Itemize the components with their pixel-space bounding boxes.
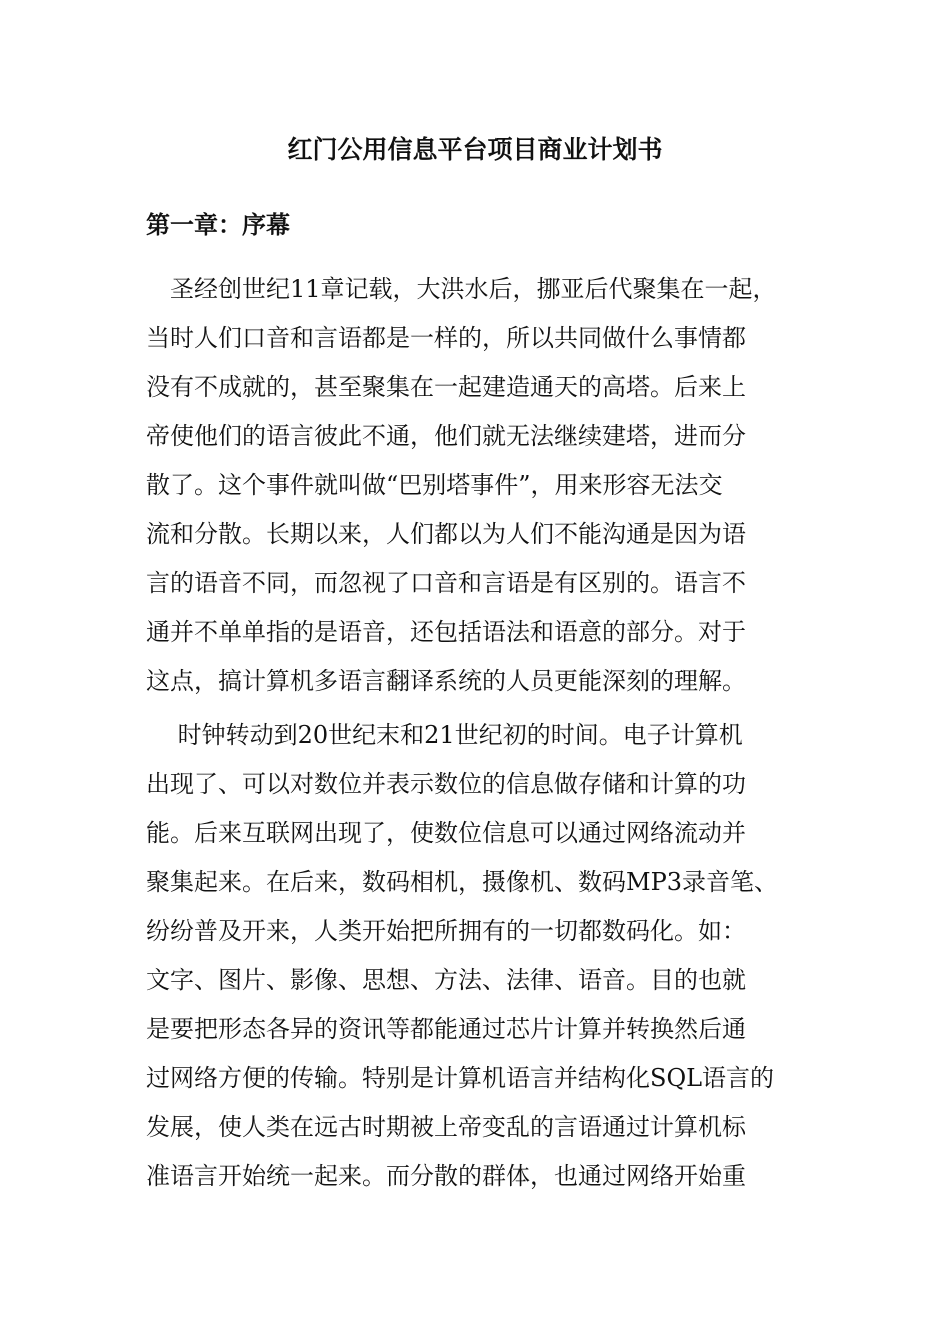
text-line: 没有不成就的，甚至聚集在一起建造通天的高塔。后来上 [146, 373, 746, 401]
chapter-heading: 第一章：序幕 [146, 210, 290, 239]
text-line: 当时人们口音和言语都是一样的，所以共同做什么事情都 [146, 324, 746, 352]
text-line: 通并不单单指的是语音，还包括语法和语意的部分。对于 [146, 618, 746, 646]
text-line: 散了。这个事件就叫做“巴别塔事件”，用来形容无法交 [146, 471, 723, 499]
text-line: 圣经创世纪11章记载，大洪水后，挪亚后代聚集在一起， [146, 275, 777, 303]
text-line: 流和分散。长期以来，人们都以为人们不能沟通是因为语 [146, 520, 746, 548]
text-line: 是要把形态各异的资讯等都能通过芯片计算并转换然后通 [146, 1015, 746, 1043]
text-line: 准语言开始统一起来。而分散的群体，也通过网络开始重 [146, 1162, 746, 1190]
text-line: 帝使他们的语言彼此不通，他们就无法继续建塔，进而分 [146, 422, 746, 450]
text-line: 能。后来互联网出现了，使数位信息可以通过网络流动并 [146, 819, 746, 847]
text-line: 发展，使人类在远古时期被上帝变乱的言语通过计算机标 [146, 1113, 746, 1141]
text-line: 文字、图片、影像、思想、方法、法律、语音。目的也就 [146, 966, 746, 994]
text-line: 过网络方便的传输。特别是计算机语言并结构化SQL语言的 [146, 1064, 775, 1092]
text-line: 纷纷普及开来，人类开始把所拥有的一切都数码化。如： [146, 917, 746, 945]
text-line: 言的语音不同，而忽视了口音和言语是有区别的。语言不 [146, 569, 746, 597]
text-line: 聚集起来。在后来，数码相机，摄像机、数码MP3录音笔、 [146, 868, 778, 896]
text-line: 出现了、可以对数位并表示数位的信息做存储和计算的功 [146, 770, 746, 798]
text-line: 时钟转动到20世纪末和21世纪初的时间。电子计算机 [146, 721, 743, 749]
text-line: 这点，搞计算机多语言翻译系统的人员更能深刻的理解。 [146, 667, 746, 695]
document-title: 红门公用信息平台项目商业计划书 [287, 135, 663, 164]
